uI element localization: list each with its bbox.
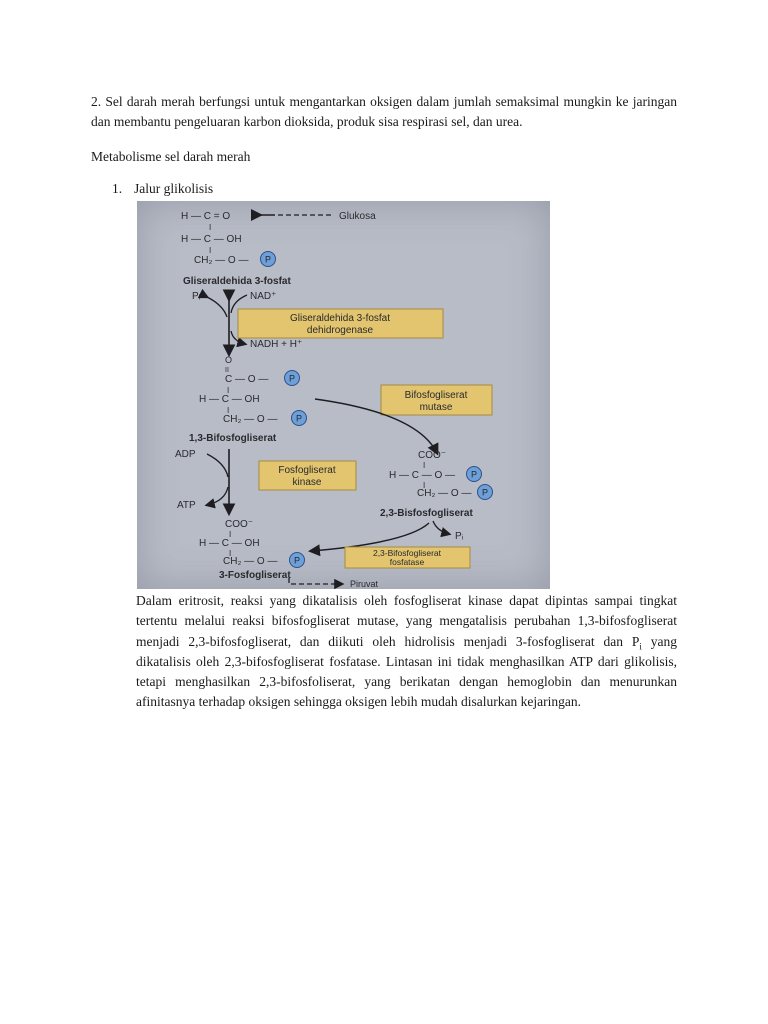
cofactor-pi-out: Pᵢ xyxy=(455,531,464,542)
phosphate-p: P xyxy=(296,413,303,424)
formula-coo-1: COO⁻ xyxy=(418,450,447,461)
phosphate-p: P xyxy=(289,373,296,384)
bond-3: I xyxy=(227,386,230,395)
bond-2: I xyxy=(209,246,212,255)
bond-8: I xyxy=(229,549,232,558)
phosphate-p: P xyxy=(294,555,301,566)
formula-ch2-o-1: CH₂ — O — xyxy=(194,255,249,266)
explanation-paragraph xyxy=(136,591,677,713)
enzyme-kinase-line1: Fosfogliserat xyxy=(278,465,336,476)
cofactor-adp: ADP xyxy=(175,449,196,460)
compound-piruvat: Piruvat xyxy=(350,579,379,589)
formula-ch2-o-2: CH₂ — O — xyxy=(223,414,278,425)
enzyme-mutase-line1: Bifosfogliserat xyxy=(404,390,468,401)
phosphate-p: P xyxy=(482,487,489,498)
subscript-i: i xyxy=(639,641,642,652)
formula-coo-2: COO⁻ xyxy=(225,519,254,530)
glycolysis-diagram xyxy=(137,201,550,589)
enzyme-mutase-line2: mutase xyxy=(419,402,453,413)
formula-h-c-oh-3: H — C — OH xyxy=(199,538,260,549)
compound-3-fosfogliserat: 3-Fosfogliserat xyxy=(219,570,291,581)
cofactor-pi: Pᵢ xyxy=(192,291,201,302)
atom-o: O xyxy=(225,355,233,365)
bond-5: I xyxy=(423,461,426,470)
list-item-label: Jalur glikolisis xyxy=(134,181,214,196)
intro-paragraph: 2. Sel darah merah berfungsi untuk mengantarkan oksigen dalam jumlah semaksimal mungkin ke jaringan dan membantu pengeluaran karbon dioksida, produk sisa respirasi sel, dan urea. xyxy=(91,94,677,129)
bond-7: I xyxy=(229,530,232,539)
bond-4: I xyxy=(227,406,230,415)
enzyme-dehidrogenase-line1: Gliseraldehida 3-fosfat xyxy=(289,313,391,324)
formula-c-o: C — O — xyxy=(225,374,269,385)
compound-gliseraldehida: Gliseraldehida 3-fosfat xyxy=(183,276,291,287)
formula-ch2-o-4: CH₂ — O — xyxy=(223,556,278,567)
section-heading: Metabolisme sel darah merah xyxy=(91,149,251,164)
enzyme-fosfatase-line1: 2,3-Bifosfogliserat xyxy=(372,548,442,558)
formula-h-c-oh-2: H — C — OH xyxy=(199,394,260,405)
enzyme-kinase-line2: kinase xyxy=(292,477,322,488)
phosphate-p: P xyxy=(265,254,272,265)
phosphate-p: P xyxy=(471,469,478,480)
cofactor-nadh: NADH + H⁺ xyxy=(250,339,303,350)
bond-6: I xyxy=(423,481,426,490)
list-item-glikolisis xyxy=(112,179,213,199)
formula-h-c-oh-1: H — C — OH xyxy=(181,234,242,245)
cofactor-nad: NAD⁺ xyxy=(250,291,277,302)
explanation-text-1: Dalam eritrosit, reaksi yang dikatalisis oleh fosfogliserat kinase dapat dipintas sampai tingkat tertentu melalui reaksi bifosfogliserat mutase, yang mengatalisis perubahan 1,3-bifosfogliserat menjadi 2,3-bifosfogliserat, dan diikuti oleh hidrolisis menjadi 3-fosfogliserat dan P xyxy=(136,593,677,649)
enzyme-fosfatase-line2: fosfatase xyxy=(389,557,425,567)
formula-h-c-o: H — C = O xyxy=(181,211,231,222)
cofactor-atp: ATP xyxy=(177,500,196,511)
compound-23-bisfosfogliserat: 2,3-Bisfosfogliserat xyxy=(380,508,473,519)
list-number: 1. xyxy=(112,181,123,196)
glukosa-label: Glukosa xyxy=(339,211,376,222)
explanation-text-2: yang dikatalisis oleh 2,3-bifosfogliserat fosfatase. Lintasan ini tidak menghasilkan ATP dari glikolisis, tetapi menghasilkan 2,3-bifosfoliserat, yang berikatan dengan hemoglobin dan menurunkan afinitasnya terhadap oksigen sehingga oksigen lebih mudah disalurkan kejaringan. xyxy=(136,633,677,710)
enzyme-dehidrogenase-line2: dehidrogenase xyxy=(306,325,374,336)
bond-double: II xyxy=(225,367,229,374)
compound-13-bifosfogliserat: 1,3-Bifosfogliserat xyxy=(189,433,277,444)
formula-ch2-o-3: CH₂ — O — xyxy=(417,488,472,499)
bond-1: I xyxy=(209,223,212,232)
formula-h-c-o-p: H — C — O — xyxy=(389,470,456,481)
